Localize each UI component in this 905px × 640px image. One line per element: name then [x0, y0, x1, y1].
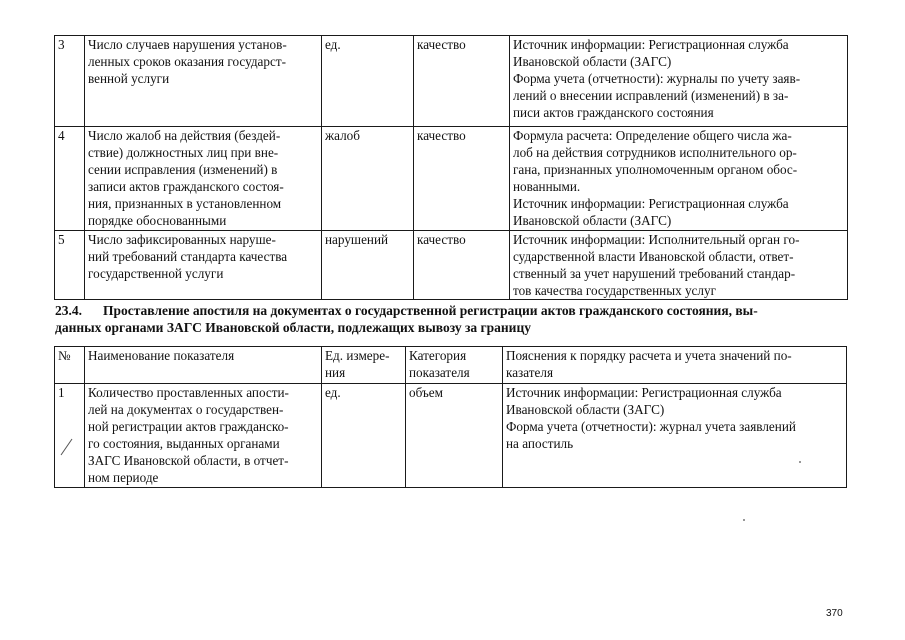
table-row [55, 231, 848, 300]
table-row [55, 384, 847, 488]
indicator-category: объем [406, 384, 503, 488]
unit-of-measure: ед. [322, 384, 406, 488]
row-number: 1 [55, 384, 85, 488]
header-explanation: Пояснения к порядку расчета и учета значений по- казателя [503, 347, 847, 384]
row-number: 5 [55, 231, 85, 300]
row-number: 4 [55, 127, 85, 231]
section-heading [55, 302, 855, 336]
header-unit: Ед. измере- ния [322, 347, 406, 384]
header-indicator-name: Наименование показателя [85, 347, 322, 384]
section-title: Проставление апостиля на документах о государственной регистрации актов гражданского состояния, вы- данных органами ЗАГС Ивановской области, подлежащих вывозу за границу [55, 303, 758, 335]
header-number: № [55, 347, 85, 384]
indicator-category: качество [414, 127, 510, 231]
indicator-category: качество [414, 231, 510, 300]
calculation-explanation: Источник информации: Регистрационная служба Ивановской области (ЗАГС) Форма учета (отчетности): журнал учета заявлений на апостиль [503, 384, 847, 488]
row-number: 3 [55, 36, 85, 127]
indicator-name: Число жалоб на действия (бездей- ствие) должностных лиц при вне- сении исправления (изменений) в записи актов гражданского состоя- ния, признанных в установленном порядке обоснованными [85, 127, 322, 231]
indicator-name: Количество проставленных апости- лей на документах о государствен- ной регистрации актов гражданско- го состояния, выданных органами ЗАГС Ивановской области, в отчет- ном периоде [85, 384, 322, 488]
calculation-explanation: Источник информации: Регистрационная служба Ивановской области (ЗАГС) Форма учета (отчетности): журналы по учету заяв- лений о внесении исправлений (изменений) в за- писи актов гражданского состояния [510, 36, 848, 127]
calculation-explanation: Источник информации: Исполнительный орган го- сударственной власти Ивановской области, ответ- ственный за учет нарушений требований стандар- тов качества государственных услуг [510, 231, 848, 300]
unit-of-measure: ед. [322, 36, 414, 127]
scan-speck-icon [743, 519, 745, 521]
calculation-explanation: Формула расчета: Определение общего числа жа- лоб на действия сотрудников исполнительного ор- гана, признанных уполномоченным органом обос- нованными. Источник информации: Регистрационная служба Ивановской области (ЗАГС) [510, 127, 848, 231]
header-category: Категория показателя [406, 347, 503, 384]
table-row [55, 36, 848, 127]
indicator-category: качество [414, 36, 510, 127]
indicator-name: Число случаев нарушения установ- ленных сроков оказания государст- венной услуги [85, 36, 322, 127]
indicator-name: Число зафиксированных наруше- ний требований стандарта качества государственной услуги [85, 231, 322, 300]
section-number: 23.4. [55, 303, 82, 318]
unit-of-measure: жалоб [322, 127, 414, 231]
apostille-indicators-table [54, 346, 847, 488]
unit-of-measure: нарушений [322, 231, 414, 300]
pen-mark-icon [56, 436, 76, 458]
scan-speck-icon [799, 461, 801, 463]
table-row [55, 127, 848, 231]
table-header-row [55, 347, 847, 384]
page-number: 370 [826, 608, 843, 619]
indicators-table-continued [54, 35, 848, 300]
